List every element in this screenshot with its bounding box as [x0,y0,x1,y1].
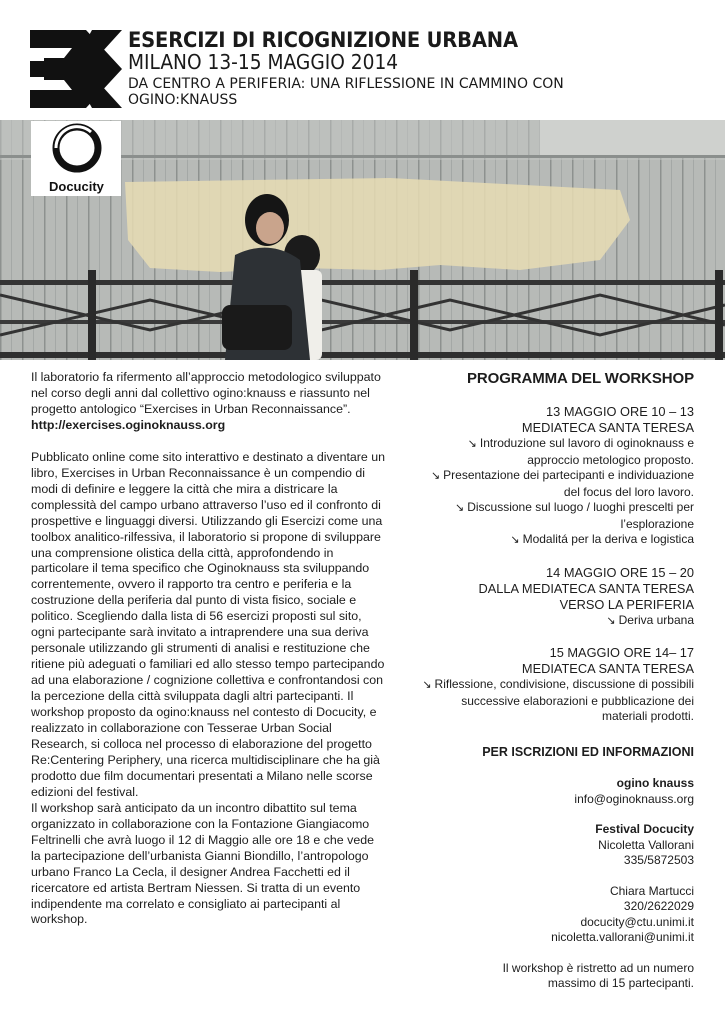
docucity-name: Docucity [49,179,104,194]
contact-docucity [420,822,694,869]
session-time: 13 MAGGIO ORE 10 – 13 [546,404,694,419]
arrow-icon: ↘ [510,534,520,546]
docucity-badge [31,121,121,196]
contact-phone: 335/5872503 [623,853,694,867]
event-subtitle: DA CENTRO A PERIFERIA: UNA RIFLESSIONE IN CAMMINO CON OGINO:KNAUSS [128,76,564,108]
arrow-icon: ↘ [430,470,441,482]
info-title: PER ISCRIZIONI ED INFORMAZIONI [482,744,694,759]
contact-oginoknauss [420,776,694,807]
list-item: ↘ Introduzione sul lavoro di oginoknauss e approccio metologico proposto. [467,436,694,467]
session-time: 15 MAGGIO ORE 14– 17 [549,645,694,660]
org-name: ogino knauss [616,776,694,790]
session-place-2: VERSO LA PERIFERIA [559,596,694,612]
email-link[interactable]: docucity@ctu.unimi.it [580,914,694,929]
participants-note: Il workshop è ristretto ad un numero massimo di 15 partecipanti. [502,960,694,990]
intro-paragraph-3: Il workshop sarà anticipato da un incontro dibattito sul tema organizzato in collaborazione con la Fontazione Giangiacomo Feltrinelli che avrà luogo il 12 di Maggio alle ore 18 e che vede la partecipazione dell’urbanista Gianni Biondillo, l’antropologo urbano Franco La Cecla, il designer Andrea Facchetti ed il ricercatore ed artista Bertram Niessen. Si tratta di un evento indipendente ma correlato e consigliato ai partecipanti al workshop. [31,800,375,927]
program-column [420,370,694,992]
list-item: ↘ Riflessione, condivisione, discussione di possibili successive elaborazioni e pubblicazione dei materiali prodotti. [422,677,694,723]
session-15-may [420,645,694,725]
arrow-icon: ↘ [454,502,465,514]
contact-person: Nicoletta Vallorani [598,837,694,852]
arrow-icon: ↘ [606,614,616,627]
list-item: ↘ Presentazione dei partecipanti e individuazione del focus del loro lavoro. [430,468,694,499]
page-title: ESERCIZI DI RICOGNIZIONE URBANA [128,28,518,52]
contact-martucci [420,884,694,946]
intro-paragraph-2: Pubblicato online come sito interattivo e destinato a diventare un libro, Exercises in Urban Reconnaissance è un compendio di modi di definire e leggere la città che mira a districare la complessità del campo urbano attraverso l’uso ed il confronto di prospettive e linguaggi diversi. Utilizzando gli Esercizi come una toolbox analitico-rilfessiva, il laboratorio si propone di sviluppare una comprensione olistica della città, approfondendo in particolare il tema specifico che Oginoknauss sta sviluppando correntemente, ovvero il rapporto tra centro e periferia e la costruzione della periferia dal punto di vista fisico, sociale e politico. Scegliendo dalla lista di 56 esercizi proposti sul sito, ogni partecipante sarà invitato a intraprendere una sua deriva personale utilizzando gli strumenti di analisi e restituzione che ritiene più adeguati o familiari ed allo stesso tempo partecipando ad una elaborazione / cognizione collettiva e confrontandosi con la percezione della città sviluppata dagli altri partecipanti. Il workshop proposto da ogino:knauss nel contesto di Docucity, e realizzato in collaborazione con Tesserae Urban Social Research, si colloca nel processo di elaborazione del progetto Re:Centering Periphery, una ricerca multidisciplinare che ha già prodotto due film documentari presentati a Milano nelle scorse edizioni del festival. [31,449,386,799]
session-14-may [420,565,694,630]
intro-text [31,370,386,928]
intro-paragraph-1: Il laboratorio fa rifermento all’approccio metodologico sviluppato nel corso degli anni dal collettivo ogino:knauss e riassunto nel progetto antologico “Exercises in Urban Reconnaissance”. [31,370,381,416]
ex-logo [30,30,122,108]
email-link[interactable]: info@oginoknauss.org [574,791,694,806]
arrow-icon: ↘ [467,438,477,450]
list-item: ↘ Discussione sul luogo / luoghi prescelti per l’esplorazione [454,500,694,531]
email-link[interactable]: nicoletta.vallorani@unimi.it [551,930,694,944]
session-place: DALLA MEDIATECA SANTA TERESA [478,580,694,596]
list-item: ↘ Deriva urbana [420,613,694,630]
header [128,30,718,108]
list-item: ↘ Modalitá per la deriva e logistica [420,532,694,549]
session-place: MEDIATECA SANTA TERESA [521,420,694,435]
session-place: MEDIATECA SANTA TERESA [521,661,694,676]
event-dates: MILANO 13-15 MAGGIO 2014 [128,50,399,74]
org-name: Festival Docucity [595,822,694,836]
session-13-may [420,404,694,549]
program-title: PROGRAMMA DEL WORKSHOP [467,370,694,387]
exercises-link[interactable]: http://exercises.oginoknauss.org [31,417,226,432]
contact-person: Chiara Martucci [609,883,694,898]
arrow-icon: ↘ [422,679,432,691]
session-time: 14 MAGGIO ORE 15 – 20 [546,564,694,580]
docucity-circle-icon [31,121,121,196]
contact-phone: 320/2622029 [623,899,694,913]
